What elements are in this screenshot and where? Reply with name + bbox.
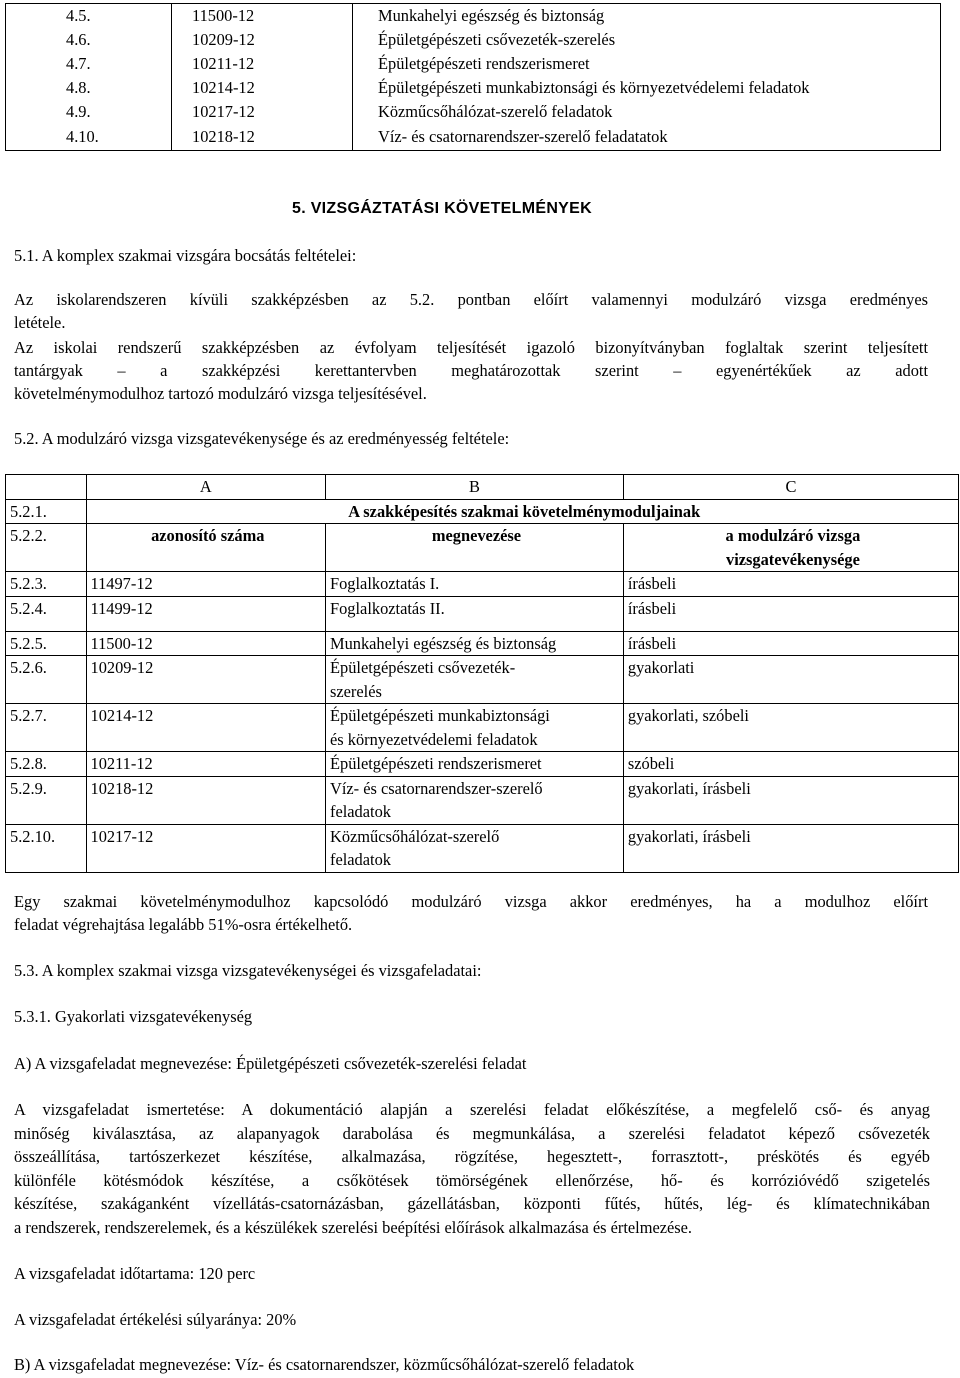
table-row	[6, 704, 959, 752]
task-a-title: A) A vizsgafeladat megnevezése: Épületgépészeti csővezeték-szerelési feladat	[14, 1054, 527, 1073]
col-letter-a: A	[86, 475, 326, 500]
module-code: 10214-12	[192, 78, 255, 97]
task-a-description	[14, 1098, 930, 1239]
module-name	[326, 776, 624, 824]
module-name-line: Munkahelyi egészség és biztonság	[330, 633, 557, 653]
row-number: 5.2.8.	[6, 752, 87, 777]
section-5-2-title: 5.2. A modulzáró vizsga vizsgatevékenysége és az eredményesség feltétele:	[14, 429, 510, 448]
s51-para1-line1: Az iskolarendszeren kívüli szakképzésben az 5.2. pontban előírt valamennyi modulzáró vizsga eredményes	[14, 290, 928, 309]
table-row	[6, 28, 941, 52]
s51-para2-line2: tantárgyak – a szakképzési kerettantervben meghatározottak szerint – egyenértékűek az adott	[14, 361, 928, 380]
table-title: A szakképesítés szakmai követelménymoduljainak	[86, 499, 959, 524]
col-letter-b: B	[326, 475, 624, 500]
section-5-3-1-title: 5.3.1. Gyakorlati vizsgatevékenység	[14, 1007, 253, 1026]
table-row	[6, 776, 959, 824]
s51-para2-line1: Az iskolai rendszerű szakképzésben az évfolyam teljesítését igazoló bizonyítványban foglaltak szerint teljesített	[14, 338, 928, 357]
description-line: készítése, szakáganként vízellátás-csatornázásban, gázellátásban, központi fűtés, hűtés, lég- és klímatechnikában	[14, 1194, 930, 1213]
module-name-line: Foglalkoztatás I.	[330, 574, 440, 593]
module-name-line: Épületgépészeti munkabiztonsági	[330, 706, 550, 725]
col-header-name: megnevezése	[326, 524, 624, 572]
module-code: 10217-12	[86, 824, 326, 872]
table-row	[6, 572, 959, 597]
col-header-exam	[623, 524, 958, 572]
description-line: összeállítása, tartószerkezet készítése, alkalmazása, rögzítése, hegesztett-, forrasztott-, préskötés és egyéb	[14, 1147, 930, 1166]
module-name-line: Víz- és csatornarendszer-szerelő	[330, 778, 543, 798]
table-row-522	[6, 524, 959, 572]
row-number: 5.2.9.	[6, 776, 87, 824]
module-code: 10211-12	[86, 752, 326, 777]
table-row	[6, 100, 941, 124]
exam-activity-table	[5, 474, 959, 873]
table-row-521	[6, 499, 959, 524]
module-name-line: Közműcsőhálózat-szerelő	[330, 826, 500, 846]
table-row	[6, 76, 941, 100]
module-code: 11499-12	[86, 596, 326, 631]
row-number: 5.2.3.	[6, 572, 87, 597]
col-header-exam-line2: vizsgatevékenysége	[726, 549, 860, 569]
module-name: Munkahelyi egészség és biztonság	[353, 4, 941, 29]
module-code: 11497-12	[86, 572, 326, 597]
module-name	[326, 704, 624, 752]
table-row	[6, 124, 941, 151]
module-name: Közműcsőhálózat-szerelő feladatok	[353, 100, 941, 124]
module-name: Épületgépészeti munkabiztonsági és környezetvédelemi feladatok	[353, 76, 941, 100]
row-number: 4.6.	[6, 28, 172, 52]
row-number: 4.9.	[6, 100, 172, 124]
table-header-letters	[6, 475, 959, 500]
table-row	[6, 631, 959, 656]
module-code: 10209-12	[192, 30, 255, 49]
module-name-line: feladatok	[330, 802, 391, 821]
s51-para1-line2: letétele.	[14, 313, 66, 332]
row-number: 5.2.1.	[6, 499, 87, 524]
task-a-duration: A vizsgafeladat időtartama: 120 perc	[14, 1264, 256, 1283]
exam-activity: gyakorlati, szóbeli	[623, 704, 958, 752]
module-name	[326, 572, 624, 597]
module-name-line: Épületgépészeti rendszerismeret	[330, 754, 542, 773]
module-code: 10218-12	[172, 124, 353, 151]
module-name-line: Foglalkoztatás II.	[330, 598, 445, 618]
module-name	[326, 631, 624, 656]
row-number: 5.2.10.	[6, 824, 87, 872]
col-letter-c: C	[623, 475, 958, 500]
module-name-line: és környezetvédelemi feladatok	[330, 729, 538, 749]
row-number: 5.2.6.	[6, 656, 87, 704]
exam-activity: írásbeli	[623, 572, 958, 597]
exam-activity: szóbeli	[623, 752, 958, 777]
row-number: 4.7.	[6, 52, 172, 76]
table-row	[6, 596, 959, 631]
row-number: 4.8.	[6, 76, 172, 100]
row-number: 5.2.2.	[6, 524, 87, 572]
exam-activity: gyakorlati	[623, 656, 958, 704]
module-name	[326, 656, 624, 704]
s51-para2-line3: követelménymodulhoz tartozó modulzáró vizsga teljesítésével.	[14, 384, 427, 403]
module-code: 10211-12	[192, 54, 255, 73]
task-b-title: B) A vizsgafeladat megnevezése: Víz- és csatornarendszer, közműcsőhálózat-szerelő feladatok	[14, 1355, 635, 1374]
module-name-line: Épületgépészeti csővezeték-	[330, 658, 516, 677]
module-name: Épületgépészeti rendszerismeret	[353, 52, 941, 76]
table-row	[6, 52, 941, 76]
exam-activity: gyakorlati, írásbeli	[623, 824, 958, 872]
module-name	[326, 752, 624, 777]
description-line: a rendszerek, rendszerelemek, és a készülékek szerelési beépítési előírások alkalmazása és értelmezése.	[14, 1217, 693, 1237]
row-number: 5.2.5.	[6, 631, 87, 656]
module-name-line: szerelés	[330, 681, 382, 701]
table-row	[6, 824, 959, 872]
section-5-heading: 5. VIZSGÁZTATÁSI KÖVETELMÉNYEK	[292, 200, 592, 217]
module-name	[326, 824, 624, 872]
exam-activity: írásbeli	[623, 631, 958, 656]
module-code: 10218-12	[86, 776, 326, 824]
description-line: minőség kiválasztása, az alapanyagok darabolása és megmunkálása, a szerelési feladatot képező csővezeték	[14, 1123, 930, 1143]
row-number: 5.2.4.	[6, 596, 87, 631]
table-row	[6, 656, 959, 704]
module-code: 11500-12	[86, 631, 326, 656]
table-row	[6, 752, 959, 777]
task-a-weight: A vizsgafeladat értékelési súlyaránya: 20%	[14, 1310, 297, 1329]
exam-activity: gyakorlati, írásbeli	[623, 776, 958, 824]
section-5-1-title: 5.1. A komplex szakmai vizsgára bocsátás feltételei:	[14, 246, 357, 265]
module-code: 10214-12	[86, 704, 326, 752]
col-header-exam-line1: a modulzáró vizsga	[725, 526, 861, 545]
module-code: 10217-12	[192, 102, 255, 121]
col-header-code: azonosító száma	[86, 524, 326, 572]
module-code: 10209-12	[86, 656, 326, 704]
module-code: 11500-12	[172, 4, 353, 29]
section-5-3-title: 5.3. A komplex szakmai vizsga vizsgatevékenységei és vizsgafeladatai:	[14, 961, 482, 980]
description-line: A vizsgafeladat ismertetése: A dokumentáció alapján a szerelési feladat előkészítése, a megfelelő cső- és anyag	[14, 1100, 930, 1119]
exam-activity: írásbeli	[623, 596, 958, 631]
module-name: Épületgépészeti csővezeték-szerelés	[353, 28, 941, 52]
row-number: 5.2.7.	[6, 704, 87, 752]
table-row	[6, 4, 941, 29]
result-para-line2: feladat végrehajtása legalább 51%-osra értékelhető.	[14, 915, 353, 934]
module-name	[326, 596, 624, 631]
module-name-line: feladatok	[330, 850, 391, 869]
row-number: 4.5.	[6, 4, 172, 29]
module-list-table	[5, 3, 941, 151]
module-name: Víz- és csatornarendszer-szerelő feladatatok	[353, 124, 941, 151]
result-para-line1: Egy szakmai követelménymodulhoz kapcsolódó modulzáró vizsga akkor eredményes, ha a modulhoz előírt	[14, 892, 928, 911]
description-line: különféle kötésmódok készítése, a csőkötések tömörségének ellenőrzése, hő- és korrózióvédő szigetelés	[14, 1170, 930, 1190]
row-number: 4.10.	[6, 124, 172, 151]
